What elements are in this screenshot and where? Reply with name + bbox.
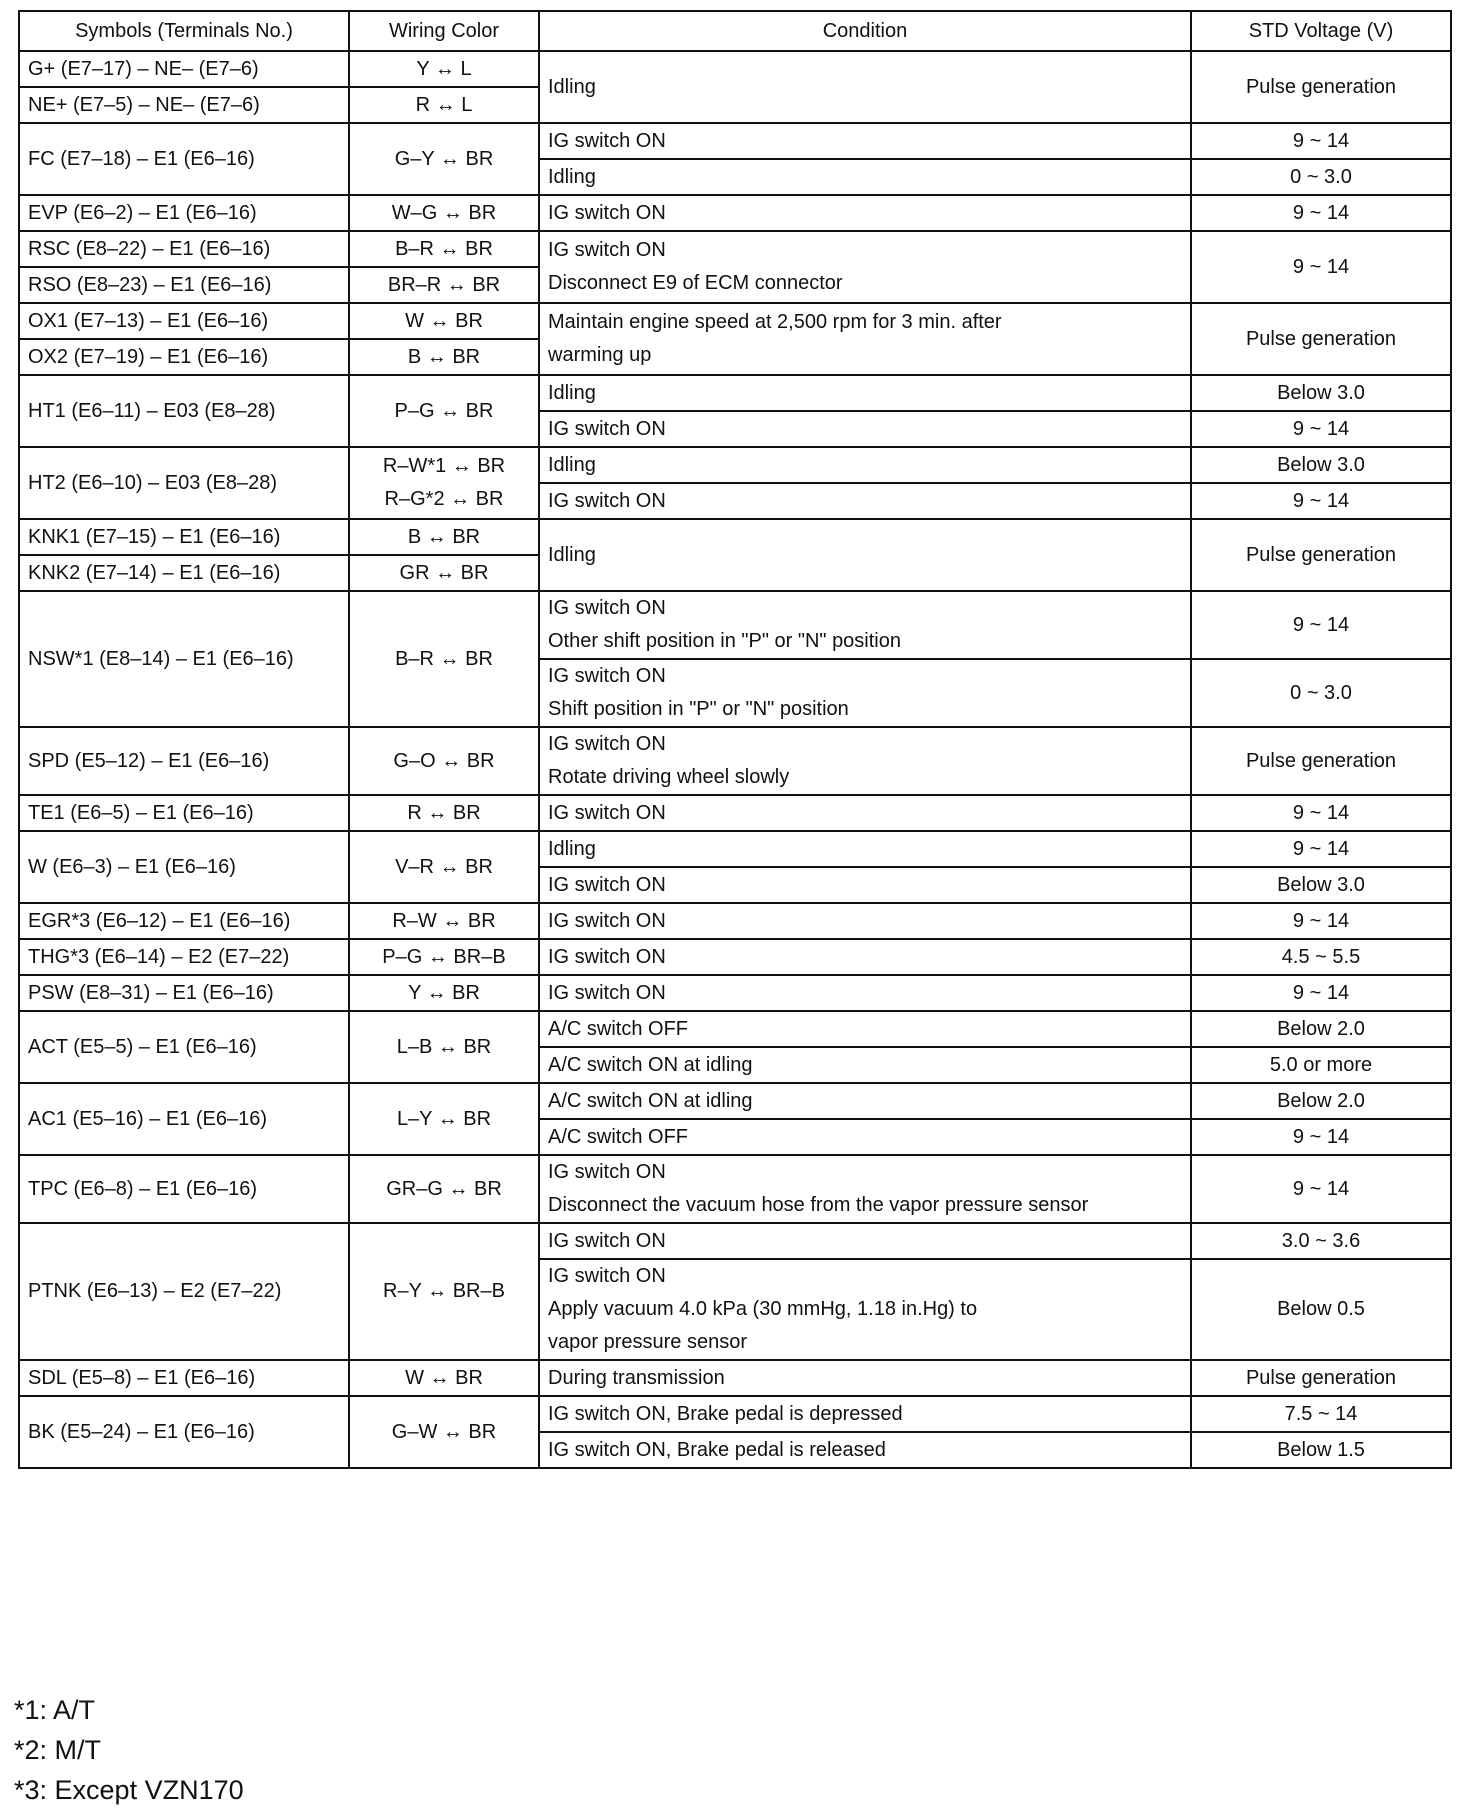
wiring-cell: R–Y ↔ BR–B — [349, 1223, 539, 1360]
condition-cell: Idling — [539, 519, 1191, 591]
wiring-cell: P–G ↔ BR–B — [349, 939, 539, 975]
voltage-cell: Below 3.0 — [1191, 447, 1451, 483]
wiring-cell: B–R ↔ BR — [349, 591, 539, 727]
condition-cell: IG switch ON — [539, 795, 1191, 831]
condition-cell: A/C switch ON at idling — [539, 1083, 1191, 1119]
symbol-cell: KNK2 (E7–14) – E1 (E6–16) — [19, 555, 349, 591]
voltage-cell: Below 3.0 — [1191, 375, 1451, 411]
symbol-cell: FC (E7–18) – E1 (E6–16) — [19, 123, 349, 195]
voltage-cell: Pulse generation — [1191, 303, 1451, 375]
symbol-cell: OX2 (E7–19) – E1 (E6–16) — [19, 339, 349, 375]
condition-cell: Idling — [539, 447, 1191, 483]
symbol-cell: EVP (E6–2) – E1 (E6–16) — [19, 195, 349, 231]
wiring-cell: L–B ↔ BR — [349, 1011, 539, 1083]
wiring-line: R–G*2 ↔ BR — [384, 488, 504, 510]
terminal-voltage-table — [18, 10, 1452, 1469]
symbol-cell: EGR*3 (E6–12) – E1 (E6–16) — [19, 903, 349, 939]
voltage-cell: Below 2.0 — [1191, 1011, 1451, 1047]
condition-line: vapor pressure sensor — [548, 1331, 747, 1353]
header-wiring-color: Wiring Color — [349, 11, 539, 51]
symbol-cell: TE1 (E6–5) – E1 (E6–16) — [19, 795, 349, 831]
condition-cell — [539, 231, 1191, 303]
voltage-cell: 0 ~ 3.0 — [1191, 159, 1451, 195]
wiring-cell: GR ↔ BR — [349, 555, 539, 591]
condition-cell: IG switch ON — [539, 483, 1191, 519]
wiring-cell: G–W ↔ BR — [349, 1396, 539, 1468]
table-row — [19, 1396, 1451, 1432]
voltage-cell: Pulse generation — [1191, 51, 1451, 123]
condition-line: warming up — [548, 344, 652, 366]
voltage-cell: 4.5 ~ 5.5 — [1191, 939, 1451, 975]
symbol-cell: NE+ (E7–5) – NE– (E7–6) — [19, 87, 349, 123]
wiring-cell: W ↔ BR — [349, 1360, 539, 1396]
symbol-cell: HT1 (E6–11) – E03 (E8–28) — [19, 375, 349, 447]
table-row — [19, 231, 1451, 267]
symbol-cell: PTNK (E6–13) – E2 (E7–22) — [19, 1223, 349, 1360]
condition-line: IG switch ON — [548, 665, 666, 687]
voltage-cell: 9 ~ 14 — [1191, 975, 1451, 1011]
condition-cell: Idling — [539, 375, 1191, 411]
table-row — [19, 303, 1451, 339]
voltage-cell: 9 ~ 14 — [1191, 903, 1451, 939]
voltage-cell: 9 ~ 14 — [1191, 1155, 1451, 1223]
wiring-cell: R–W ↔ BR — [349, 903, 539, 939]
voltage-cell: 9 ~ 14 — [1191, 591, 1451, 659]
condition-line: Disconnect E9 of ECM connector — [548, 272, 843, 294]
wiring-cell: B–R ↔ BR — [349, 231, 539, 267]
condition-line: IG switch ON — [548, 239, 666, 261]
table-row — [19, 519, 1451, 555]
table-row — [19, 1011, 1451, 1047]
condition-cell: IG switch ON — [539, 123, 1191, 159]
wiring-cell: B ↔ BR — [349, 339, 539, 375]
condition-cell — [539, 659, 1191, 727]
symbol-cell: SPD (E5–12) – E1 (E6–16) — [19, 727, 349, 795]
voltage-cell: 0 ~ 3.0 — [1191, 659, 1451, 727]
voltage-cell: Below 3.0 — [1191, 867, 1451, 903]
symbol-cell: HT2 (E6–10) – E03 (E8–28) — [19, 447, 349, 519]
voltage-cell: Pulse generation — [1191, 727, 1451, 795]
wiring-cell: L–Y ↔ BR — [349, 1083, 539, 1155]
voltage-cell: Below 0.5 — [1191, 1259, 1451, 1360]
voltage-cell: 9 ~ 14 — [1191, 411, 1451, 447]
wiring-cell: GR–G ↔ BR — [349, 1155, 539, 1223]
wiring-cell: V–R ↔ BR — [349, 831, 539, 903]
symbol-cell: ACT (E5–5) – E1 (E6–16) — [19, 1011, 349, 1083]
condition-cell: A/C switch OFF — [539, 1011, 1191, 1047]
condition-cell: Idling — [539, 159, 1191, 195]
wiring-cell: W–G ↔ BR — [349, 195, 539, 231]
wiring-cell: Y ↔ BR — [349, 975, 539, 1011]
symbol-cell: THG*3 (E6–14) – E2 (E7–22) — [19, 939, 349, 975]
wiring-cell: G–O ↔ BR — [349, 727, 539, 795]
symbol-cell: PSW (E8–31) – E1 (E6–16) — [19, 975, 349, 1011]
wiring-cell: Y ↔ L — [349, 51, 539, 87]
condition-line: Shift position in "P" or "N" position — [548, 698, 849, 720]
table-row — [19, 831, 1451, 867]
footnote-at: *1: A/T — [14, 1695, 96, 1725]
voltage-cell: 9 ~ 14 — [1191, 195, 1451, 231]
condition-line: Apply vacuum 4.0 kPa (30 mmHg, 1.18 in.Hg) to — [548, 1298, 978, 1320]
header-condition: Condition — [539, 11, 1191, 51]
condition-cell: IG switch ON — [539, 411, 1191, 447]
voltage-cell: Pulse generation — [1191, 1360, 1451, 1396]
condition-line: IG switch ON — [548, 1161, 666, 1183]
wiring-cell: BR–R ↔ BR — [349, 267, 539, 303]
voltage-cell: 9 ~ 14 — [1191, 123, 1451, 159]
symbol-cell: RSO (E8–23) – E1 (E6–16) — [19, 267, 349, 303]
voltage-cell: 9 ~ 14 — [1191, 1119, 1451, 1155]
wiring-cell: B ↔ BR — [349, 519, 539, 555]
condition-line: Other shift position in "P" or "N" position — [548, 630, 901, 652]
header-std-voltage: STD Voltage (V) — [1191, 11, 1451, 51]
table-row — [19, 123, 1451, 159]
condition-line: IG switch ON — [548, 1265, 666, 1287]
table-row — [19, 1155, 1451, 1223]
symbol-cell: BK (E5–24) – E1 (E6–16) — [19, 1396, 349, 1468]
table-row — [19, 51, 1451, 87]
table-row — [19, 727, 1451, 795]
symbol-cell: AC1 (E5–16) – E1 (E6–16) — [19, 1083, 349, 1155]
voltage-cell: Below 2.0 — [1191, 1083, 1451, 1119]
voltage-cell: 5.0 or more — [1191, 1047, 1451, 1083]
symbol-cell: OX1 (E7–13) – E1 (E6–16) — [19, 303, 349, 339]
symbol-cell: NSW*1 (E8–14) – E1 (E6–16) — [19, 591, 349, 727]
table-row — [19, 1360, 1451, 1396]
symbol-cell: RSC (E8–22) – E1 (E6–16) — [19, 231, 349, 267]
wiring-line: R–W*1 ↔ BR — [382, 455, 506, 477]
condition-cell — [539, 1155, 1191, 1223]
symbol-cell: SDL (E5–8) – E1 (E6–16) — [19, 1360, 349, 1396]
table-row — [19, 795, 1451, 831]
table-row — [19, 447, 1451, 483]
condition-line: IG switch ON — [548, 733, 666, 755]
symbol-cell: TPC (E6–8) – E1 (E6–16) — [19, 1155, 349, 1223]
condition-cell: IG switch ON — [539, 903, 1191, 939]
footnotes — [14, 1690, 244, 1810]
condition-cell: A/C switch ON at idling — [539, 1047, 1191, 1083]
condition-line: Disconnect the vacuum hose from the vapor pressure sensor — [548, 1194, 1089, 1216]
table-row — [19, 195, 1451, 231]
condition-cell: Idling — [539, 51, 1191, 123]
voltage-cell: 3.0 ~ 3.6 — [1191, 1223, 1451, 1259]
voltage-cell: 9 ~ 14 — [1191, 795, 1451, 831]
table-row — [19, 903, 1451, 939]
condition-cell: IG switch ON — [539, 195, 1191, 231]
header-row — [19, 11, 1451, 51]
table-row — [19, 1083, 1451, 1119]
table-row — [19, 591, 1451, 659]
condition-cell — [539, 591, 1191, 659]
wiring-cell: R ↔ BR — [349, 795, 539, 831]
condition-cell — [539, 727, 1191, 795]
wiring-cell: W ↔ BR — [349, 303, 539, 339]
condition-cell: IG switch ON — [539, 939, 1191, 975]
table-row — [19, 375, 1451, 411]
condition-line: Maintain engine speed at 2,500 rpm for 3 min. after — [548, 311, 1002, 333]
condition-cell: IG switch ON, Brake pedal is depressed — [539, 1396, 1191, 1432]
wiring-cell: G–Y ↔ BR — [349, 123, 539, 195]
condition-cell — [539, 1259, 1191, 1360]
wiring-cell — [349, 447, 539, 519]
condition-line: IG switch ON — [548, 597, 666, 619]
condition-cell: IG switch ON — [539, 1223, 1191, 1259]
condition-cell: IG switch ON — [539, 867, 1191, 903]
wiring-cell: R ↔ L — [349, 87, 539, 123]
symbol-cell: KNK1 (E7–15) – E1 (E6–16) — [19, 519, 349, 555]
condition-cell: During transmission — [539, 1360, 1191, 1396]
footnote-mt: *2: M/T — [14, 1735, 102, 1765]
condition-cell: IG switch ON, Brake pedal is released — [539, 1432, 1191, 1468]
symbol-cell: W (E6–3) – E1 (E6–16) — [19, 831, 349, 903]
voltage-cell: Pulse generation — [1191, 519, 1451, 591]
symbol-cell: G+ (E7–17) – NE– (E7–6) — [19, 51, 349, 87]
table-row — [19, 939, 1451, 975]
table-row — [19, 975, 1451, 1011]
condition-cell: Idling — [539, 831, 1191, 867]
footnote-except-vzn170: *3: Except VZN170 — [14, 1775, 244, 1805]
condition-cell: IG switch ON — [539, 975, 1191, 1011]
condition-cell: A/C switch OFF — [539, 1119, 1191, 1155]
voltage-cell: 7.5 ~ 14 — [1191, 1396, 1451, 1432]
voltage-cell: 9 ~ 14 — [1191, 231, 1451, 303]
voltage-cell: 9 ~ 14 — [1191, 483, 1451, 519]
voltage-cell: 9 ~ 14 — [1191, 831, 1451, 867]
voltage-cell: Below 1.5 — [1191, 1432, 1451, 1468]
condition-cell — [539, 303, 1191, 375]
header-symbols: Symbols (Terminals No.) — [19, 11, 349, 51]
condition-line: Rotate driving wheel slowly — [548, 766, 790, 788]
wiring-cell: P–G ↔ BR — [349, 375, 539, 447]
table-row — [19, 1223, 1451, 1259]
